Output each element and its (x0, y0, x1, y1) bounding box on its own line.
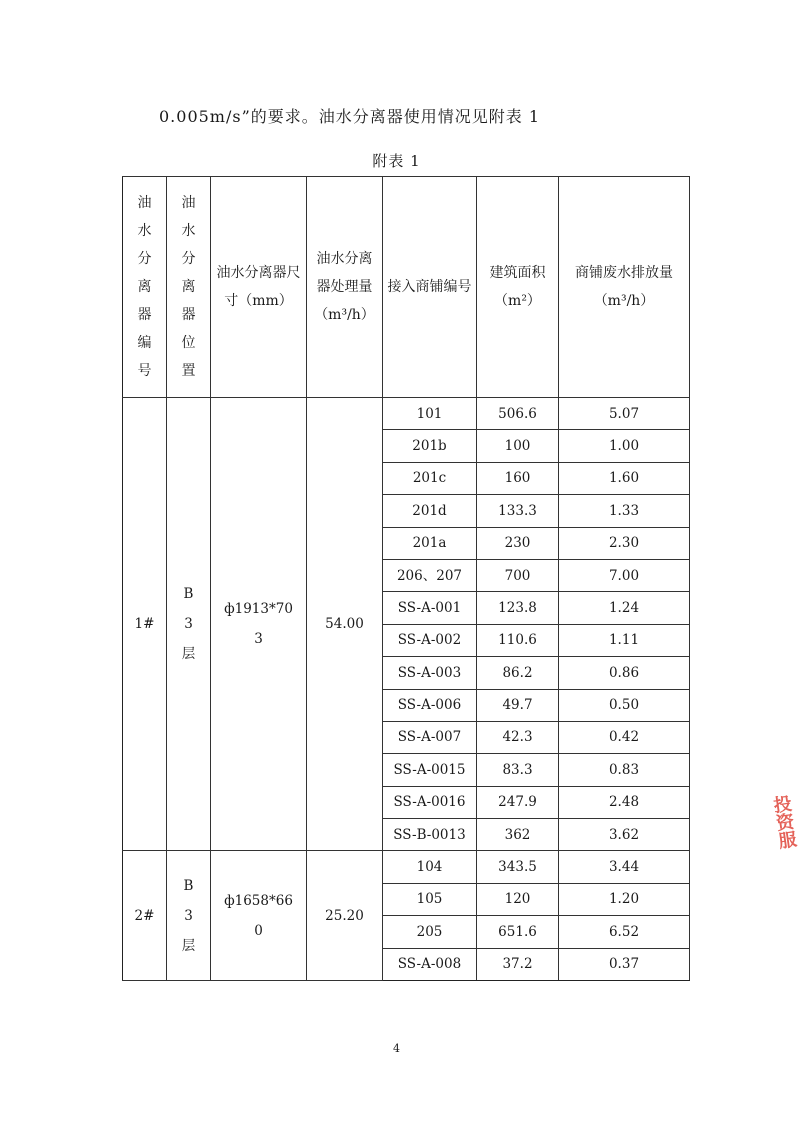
discharge-cell: 1.20 (559, 883, 690, 915)
area-cell: 110.6 (477, 624, 559, 656)
discharge-cell: 6.52 (559, 916, 690, 948)
shop-id-cell: SS-A-007 (383, 721, 477, 753)
area-cell: 123.8 (477, 592, 559, 624)
header-discharge: 商铺废水排放量 （m³/h） (559, 177, 690, 398)
page-number: 4 (393, 1042, 400, 1055)
shop-id-cell: SS-A-002 (383, 624, 477, 656)
area-cell: 230 (477, 527, 559, 559)
shop-id-cell: 206、207 (383, 559, 477, 591)
shop-id-cell: SS-A-006 (383, 689, 477, 721)
separator-size-cell: ф1658*660 (211, 851, 307, 981)
shop-id-cell: SS-A-008 (383, 948, 477, 980)
area-cell: 42.3 (477, 721, 559, 753)
area-cell: 362 (477, 819, 559, 851)
discharge-cell: 0.42 (559, 721, 690, 753)
header-separator-id: 油水分离器编号 (123, 177, 167, 398)
discharge-cell: 1.60 (559, 462, 690, 494)
area-cell: 133.3 (477, 495, 559, 527)
area-cell: 49.7 (477, 689, 559, 721)
shop-id-cell: 201d (383, 495, 477, 527)
shop-id-cell: SS-B-0013 (383, 819, 477, 851)
table-row (123, 398, 690, 430)
header-shop-ids: 接入商铺编号 (383, 177, 477, 398)
shop-id-cell: SS-A-0016 (383, 786, 477, 818)
shop-id-cell: SS-A-0015 (383, 754, 477, 786)
discharge-cell: 0.37 (559, 948, 690, 980)
area-cell: 83.3 (477, 754, 559, 786)
area-cell: 100 (477, 430, 559, 462)
separator-capacity-cell: 54.00 (307, 398, 383, 851)
discharge-cell: 1.33 (559, 495, 690, 527)
area-cell: 651.6 (477, 916, 559, 948)
discharge-cell: 0.50 (559, 689, 690, 721)
discharge-cell: 2.48 (559, 786, 690, 818)
discharge-cell: 1.00 (559, 430, 690, 462)
area-cell: 86.2 (477, 657, 559, 689)
shop-id-cell: 201b (383, 430, 477, 462)
table-caption: 附表 1 (372, 152, 421, 170)
header-separator-size: 油水分离器尺寸（mm） (211, 177, 307, 398)
header-separator-location: 油水分离器位置 (167, 177, 211, 398)
area-cell: 37.2 (477, 948, 559, 980)
shop-id-cell: 205 (383, 916, 477, 948)
separator-location-cell: B3层 (167, 851, 211, 981)
discharge-cell: 3.44 (559, 851, 690, 883)
discharge-cell: 7.00 (559, 559, 690, 591)
discharge-cell: 5.07 (559, 398, 690, 430)
area-cell: 700 (477, 559, 559, 591)
separator-id-cell: 1# (123, 398, 167, 851)
intro-paragraph: 0.005m/s”的要求。油水分离器使用情况见附表 1 (159, 107, 541, 126)
discharge-cell: 1.24 (559, 592, 690, 624)
area-cell: 120 (477, 883, 559, 915)
official-seal-stamp: 投资服 (769, 793, 798, 851)
discharge-cell: 1.11 (559, 624, 690, 656)
area-cell: 160 (477, 462, 559, 494)
shop-id-cell: SS-A-001 (383, 592, 477, 624)
shop-id-cell: 105 (383, 883, 477, 915)
discharge-cell: 0.86 (559, 657, 690, 689)
table-header-row (123, 177, 690, 398)
shop-id-cell: 201a (383, 527, 477, 559)
area-cell: 343.5 (477, 851, 559, 883)
separator-size-cell: ф1913*703 (211, 398, 307, 851)
header-capacity: 油水分离器处理量 （m³/h） (307, 177, 383, 398)
discharge-cell: 0.83 (559, 754, 690, 786)
oil-water-separator-table (122, 176, 690, 981)
shop-id-cell: 201c (383, 462, 477, 494)
shop-id-cell: 101 (383, 398, 477, 430)
header-area: 建筑面积 （m²） (477, 177, 559, 398)
discharge-cell: 3.62 (559, 819, 690, 851)
area-cell: 247.9 (477, 786, 559, 818)
area-cell: 506.6 (477, 398, 559, 430)
table-row (123, 851, 690, 883)
separator-capacity-cell: 25.20 (307, 851, 383, 981)
separator-id-cell: 2# (123, 851, 167, 981)
shop-id-cell: 104 (383, 851, 477, 883)
discharge-cell: 2.30 (559, 527, 690, 559)
separator-location-cell: B3层 (167, 398, 211, 851)
shop-id-cell: SS-A-003 (383, 657, 477, 689)
